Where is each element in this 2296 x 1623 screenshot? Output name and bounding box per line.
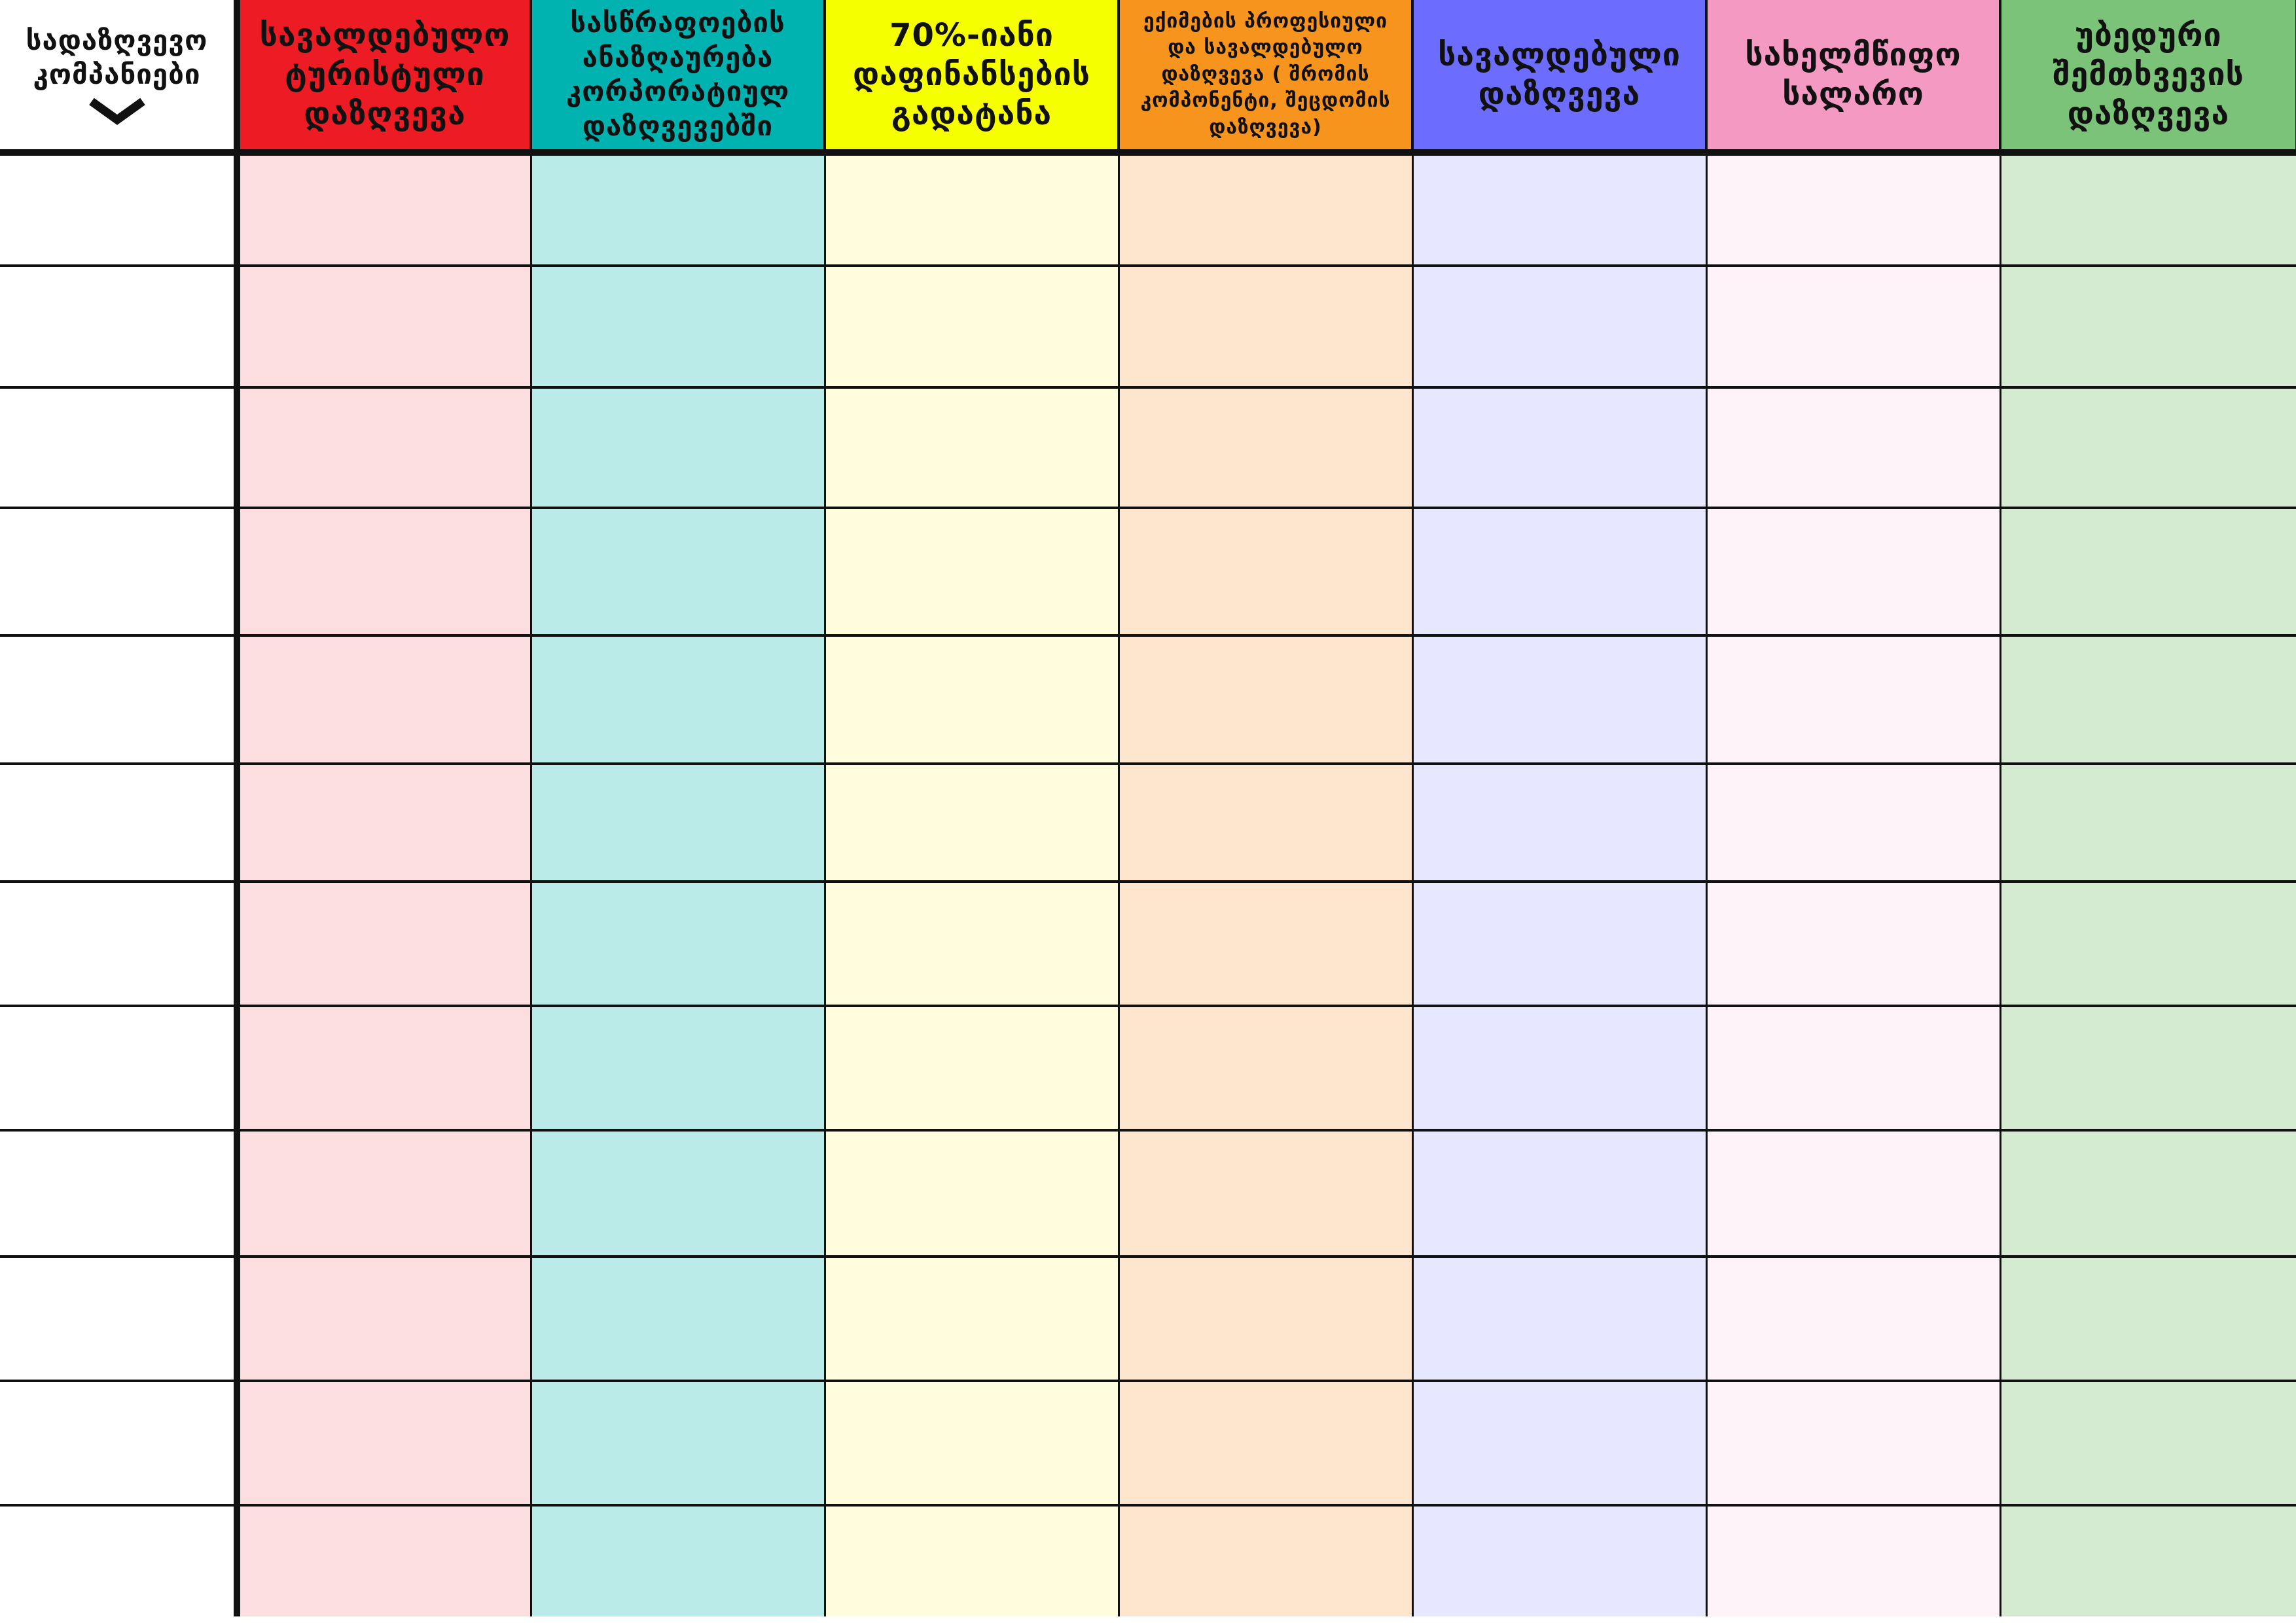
table-row [0, 1006, 2296, 1130]
table-cell-col-2[interactable] [531, 1505, 825, 1616]
table-cell-col-4[interactable] [1119, 1505, 1412, 1616]
table-row [0, 1505, 2296, 1616]
table-cell-col-3[interactable] [825, 266, 1119, 387]
company-cell[interactable] [0, 1006, 237, 1130]
header-col-7-label: უბედური შემთხვევის დაზღვევა [2053, 17, 2244, 132]
table-cell-col-3[interactable] [825, 1257, 1119, 1381]
table-cell-col-6[interactable] [1706, 635, 2000, 764]
table-cell-col-3[interactable] [825, 152, 1119, 266]
table-cell-col-2[interactable] [531, 1381, 825, 1505]
table-cell-col-7[interactable] [2000, 1505, 2296, 1616]
company-cell[interactable] [0, 152, 237, 266]
header-col-5-label: სავალდებული დაზღვევა [1438, 37, 1681, 113]
header-col-4-label: ექიმების პროფესიული და სავალდებულო დაზღვევა ( შრომის კომპონენტი, შეცდომის დაზღვევა) [1140, 9, 1391, 139]
table-cell-col-5[interactable] [1412, 152, 1706, 266]
table-cell-col-1[interactable] [237, 1006, 531, 1130]
table-cell-col-7[interactable] [2000, 1381, 2296, 1505]
table-cell-col-4[interactable] [1119, 882, 1412, 1006]
table-cell-col-3[interactable] [825, 387, 1119, 508]
table-cell-col-3[interactable] [825, 882, 1119, 1006]
header-col-3 [825, 0, 1119, 152]
company-cell[interactable] [0, 764, 237, 882]
table-cell-col-2[interactable] [531, 387, 825, 508]
table-row [0, 1130, 2296, 1257]
table-cell-col-2[interactable] [531, 1257, 825, 1381]
table-cell-col-4[interactable] [1119, 152, 1412, 266]
table-cell-col-5[interactable] [1412, 1006, 1706, 1130]
table-row [0, 882, 2296, 1006]
header-col-6-label: სახელმწიფო სალარო [1745, 37, 1962, 113]
table-cell-col-6[interactable] [1706, 152, 2000, 266]
table-cell-col-3[interactable] [825, 764, 1119, 882]
table-cell-col-2[interactable] [531, 508, 825, 635]
table-cell-col-2[interactable] [531, 152, 825, 266]
table-row [0, 266, 2296, 387]
table-cell-col-4[interactable] [1119, 1381, 1412, 1505]
table-cell-col-1[interactable] [237, 1505, 531, 1616]
table-cell-col-6[interactable] [1706, 1505, 2000, 1616]
table-cell-col-4[interactable] [1119, 387, 1412, 508]
table-cell-col-2[interactable] [531, 882, 825, 1006]
table-cell-col-4[interactable] [1119, 508, 1412, 635]
table-cell-col-5[interactable] [1412, 1381, 1706, 1505]
header-col-1 [237, 0, 531, 152]
header-col-7 [2000, 0, 2296, 152]
table-cell-col-7[interactable] [2000, 1257, 2296, 1381]
table-cell-col-2[interactable] [531, 1006, 825, 1130]
table-row [0, 1381, 2296, 1505]
header-row [0, 0, 2296, 152]
table-cell-col-3[interactable] [825, 508, 1119, 635]
header-col-1-label: სავალდებულო ტურისტული დაზღვევა [259, 17, 511, 132]
table-cell-col-5[interactable] [1412, 1257, 1706, 1381]
table-row [0, 635, 2296, 764]
table-cell-col-2[interactable] [531, 764, 825, 882]
table-cell-col-1[interactable] [237, 508, 531, 635]
table-cell-col-7[interactable] [2000, 635, 2296, 764]
table-cell-col-1[interactable] [237, 635, 531, 764]
table-cell-col-2[interactable] [531, 635, 825, 764]
table-cell-col-1[interactable] [237, 387, 531, 508]
company-cell[interactable] [0, 387, 237, 508]
table-cell-col-6[interactable] [1706, 508, 2000, 635]
table-row [0, 152, 2296, 266]
table-cell-col-5[interactable] [1412, 266, 1706, 387]
table-cell-col-6[interactable] [1706, 764, 2000, 882]
company-cell[interactable] [0, 1257, 237, 1381]
company-cell[interactable] [0, 1505, 237, 1616]
table-cell-col-3[interactable] [825, 1505, 1119, 1616]
table-cell-col-3[interactable] [825, 635, 1119, 764]
table-cell-col-4[interactable] [1119, 1006, 1412, 1130]
table-cell-col-4[interactable] [1119, 764, 1412, 882]
header-col-6 [1706, 0, 2000, 152]
company-cell[interactable] [0, 266, 237, 387]
table-cell-col-1[interactable] [237, 1257, 531, 1381]
table-cell-col-7[interactable] [2000, 1130, 2296, 1257]
table-cell-col-5[interactable] [1412, 387, 1706, 508]
header-col-4 [1119, 0, 1412, 152]
table-cell-col-7[interactable] [2000, 387, 2296, 508]
header-col-2-label: სასწრაფოების ანაზღაურება კორპორატიულ დაზღვევებში [565, 7, 790, 142]
table-cell-col-4[interactable] [1119, 1130, 1412, 1257]
table-cell-col-7[interactable] [2000, 882, 2296, 1006]
header-companies-label: სადაზღვევო კომპანიები [26, 24, 208, 90]
table-cell-col-5[interactable] [1412, 508, 1706, 635]
header-col-2 [531, 0, 825, 152]
table-cell-col-4[interactable] [1119, 1257, 1412, 1381]
table-cell-col-1[interactable] [237, 1381, 531, 1505]
table-cell-col-1[interactable] [237, 266, 531, 387]
table-cell-col-5[interactable] [1412, 635, 1706, 764]
table-row [0, 387, 2296, 508]
table-cell-col-6[interactable] [1706, 1257, 2000, 1381]
chevron-down-icon [88, 96, 147, 126]
table-cell-col-7[interactable] [2000, 764, 2296, 882]
table-cell-col-1[interactable] [237, 1130, 531, 1257]
table-row [0, 508, 2296, 635]
table-row [0, 1257, 2296, 1381]
table-row [0, 764, 2296, 882]
table-cell-col-1[interactable] [237, 882, 531, 1006]
table-cell-col-5[interactable] [1412, 1505, 1706, 1616]
header-col-5 [1412, 0, 1706, 152]
table-cell-col-6[interactable] [1706, 1006, 2000, 1130]
table-cell-col-7[interactable] [2000, 152, 2296, 266]
table-cell-col-6[interactable] [1706, 882, 2000, 1006]
table-cell-col-6[interactable] [1706, 387, 2000, 508]
company-cell[interactable] [0, 1381, 237, 1505]
table-cell-col-5[interactable] [1412, 882, 1706, 1006]
table-cell-col-1[interactable] [237, 764, 531, 882]
header-companies [0, 0, 237, 152]
table-cell-col-2[interactable] [531, 1130, 825, 1257]
table-cell-col-6[interactable] [1706, 1130, 2000, 1257]
company-cell[interactable] [0, 1130, 237, 1257]
table-cell-col-3[interactable] [825, 1381, 1119, 1505]
table-cell-col-6[interactable] [1706, 266, 2000, 387]
table-cell-col-3[interactable] [825, 1006, 1119, 1130]
table-cell-col-6[interactable] [1706, 1381, 2000, 1505]
table-cell-col-2[interactable] [531, 266, 825, 387]
table-cell-col-5[interactable] [1412, 1130, 1706, 1257]
company-cell[interactable] [0, 882, 237, 1006]
table-cell-col-1[interactable] [237, 152, 531, 266]
company-cell[interactable] [0, 508, 237, 635]
table-cell-col-4[interactable] [1119, 635, 1412, 764]
table-cell-col-5[interactable] [1412, 764, 1706, 882]
table-cell-col-7[interactable] [2000, 266, 2296, 387]
table-cell-col-4[interactable] [1119, 266, 1412, 387]
table-cell-col-3[interactable] [825, 1130, 1119, 1257]
table-cell-col-7[interactable] [2000, 1006, 2296, 1130]
company-cell[interactable] [0, 635, 237, 764]
table-body [0, 152, 2296, 1616]
table-cell-col-7[interactable] [2000, 508, 2296, 635]
header-col-3-label: 70%-იანი დაფინანსების გადატანა [853, 17, 1090, 132]
